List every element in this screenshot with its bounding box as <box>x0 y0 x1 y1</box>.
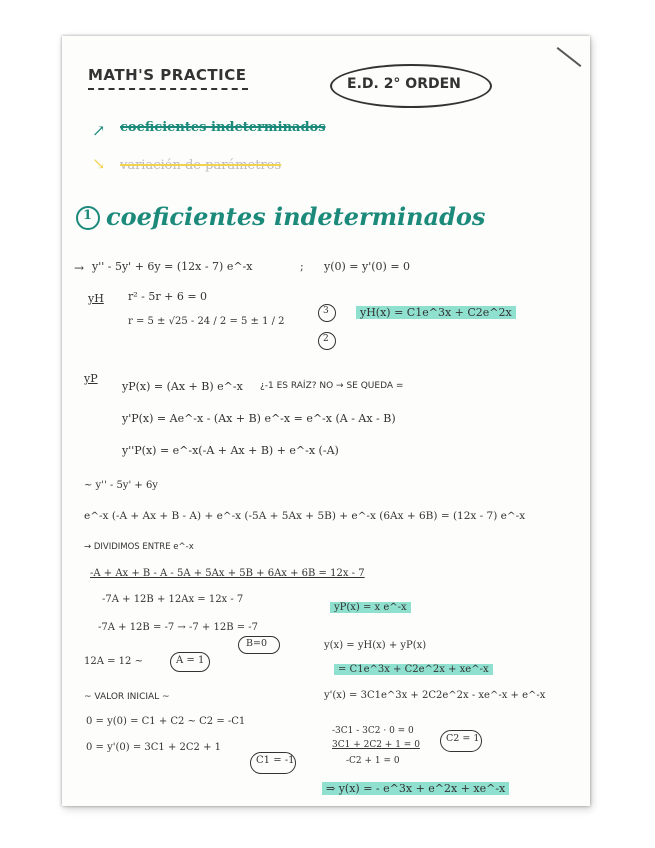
b-value: B=0 <box>246 638 267 649</box>
coefficient-step-2: -7A + 12B + 12Ax = 12x - 7 <box>102 594 244 605</box>
a-value: A = 1 <box>176 655 205 666</box>
work-line-2: 3C1 + 2C2 + 1 = 0 <box>332 740 420 750</box>
root-1: 3 <box>323 306 329 316</box>
characteristic-equation: r² - 5r + 6 = 0 <box>128 290 208 303</box>
c1-value: C1 = -1 <box>256 755 295 766</box>
yp-result: yP(x) = x e^-x <box>330 602 411 613</box>
arrow-icon-yellow: ↘ <box>92 154 106 173</box>
yp-label: yP <box>84 372 98 385</box>
yp-second-derivative: y''P(x) = e^-x(-A + Ax + B) + e^-x (-A) <box>122 444 339 457</box>
order-badge: E.D. 2° ORDEN <box>347 76 461 92</box>
section-heading: coeficientes indeterminados <box>106 202 486 231</box>
paper-sheet <box>62 36 590 806</box>
method-item-2: variación de parámetros <box>120 158 282 173</box>
yp-first-derivative: y'P(x) = Ae^-x - (Ax + B) e^-x = e^-x (A - Ax - B) <box>122 412 396 425</box>
general-solution-derivative: y'(x) = 3C1e^3x + 2C2e^2x - xe^-x + e^-x <box>324 690 546 701</box>
root-question: ¿-1 ES RAÍZ? NO → SE QUEDA = <box>260 381 404 391</box>
problem-equation: y'' - 5y' + 6y = (12x - 7) e^-x <box>92 260 253 273</box>
initial-equation-1: 0 = y(0) = C1 + C2 ~ C2 = -C1 <box>86 716 246 727</box>
yp-guess: yP(x) = (Ax + B) e^-x <box>122 380 243 393</box>
c2-value: C2 = 1 <box>446 733 480 744</box>
section-number: 1 <box>83 208 93 223</box>
yh-result: yH(x) = C1e^3x + C2e^2x <box>356 306 516 319</box>
arrow-icon-teal: ↗ <box>92 121 106 140</box>
problem-arrow-icon: → <box>74 261 85 275</box>
problem-separator: ; <box>300 260 304 273</box>
root-formula: r = 5 ± √25 - 24 / 2 = 5 ± 1 / 2 <box>128 316 285 327</box>
general-solution-line-2: = C1e^3x + C2e^2x + xe^-x <box>334 664 493 675</box>
corner-fold <box>557 47 582 67</box>
coefficient-step-3: -7A + 12B = -7 → -7 + 12B = -7 <box>98 622 259 633</box>
coefficient-step-4: 12A = 12 ~ <box>84 656 143 667</box>
initial-conditions: y(0) = y'(0) = 0 <box>324 260 411 273</box>
work-line-3: -C2 + 1 = 0 <box>346 756 400 766</box>
general-solution-line-1: y(x) = yH(x) + yP(x) <box>324 640 427 651</box>
yh-label: yH <box>88 292 104 305</box>
final-solution: ⇒ y(x) = - e^3x + e^2x + xe^-x <box>322 782 509 795</box>
method-item-1: coeficientes indeterminados <box>120 120 326 135</box>
substitute-note: ~ y'' - 5y' + 6y <box>84 480 158 491</box>
root-2: 2 <box>323 334 329 344</box>
coefficient-step-1: -A + Ax + B - A - 5A + 5Ax + 5B + 6Ax + 6B = 12x - 7 <box>90 568 365 579</box>
work-line-1: -3C1 - 3C2 · 0 = 0 <box>332 726 414 736</box>
initial-equation-2: 0 = y'(0) = 3C1 + 2C2 + 1 <box>86 742 221 753</box>
expanded-equation: e^-x (-A + Ax + B - A) + e^-x (-5A + 5Ax + 5B) + e^-x (6Ax + 6B) = (12x - 7) e^-x <box>84 510 526 522</box>
title-underline <box>88 88 248 90</box>
page-title: MATH'S PRACTICE <box>88 66 247 84</box>
divide-note: → DIVIDIMOS ENTRE e^-x <box>84 542 194 552</box>
initial-value-heading: ~ VALOR INICIAL ~ <box>84 692 170 702</box>
